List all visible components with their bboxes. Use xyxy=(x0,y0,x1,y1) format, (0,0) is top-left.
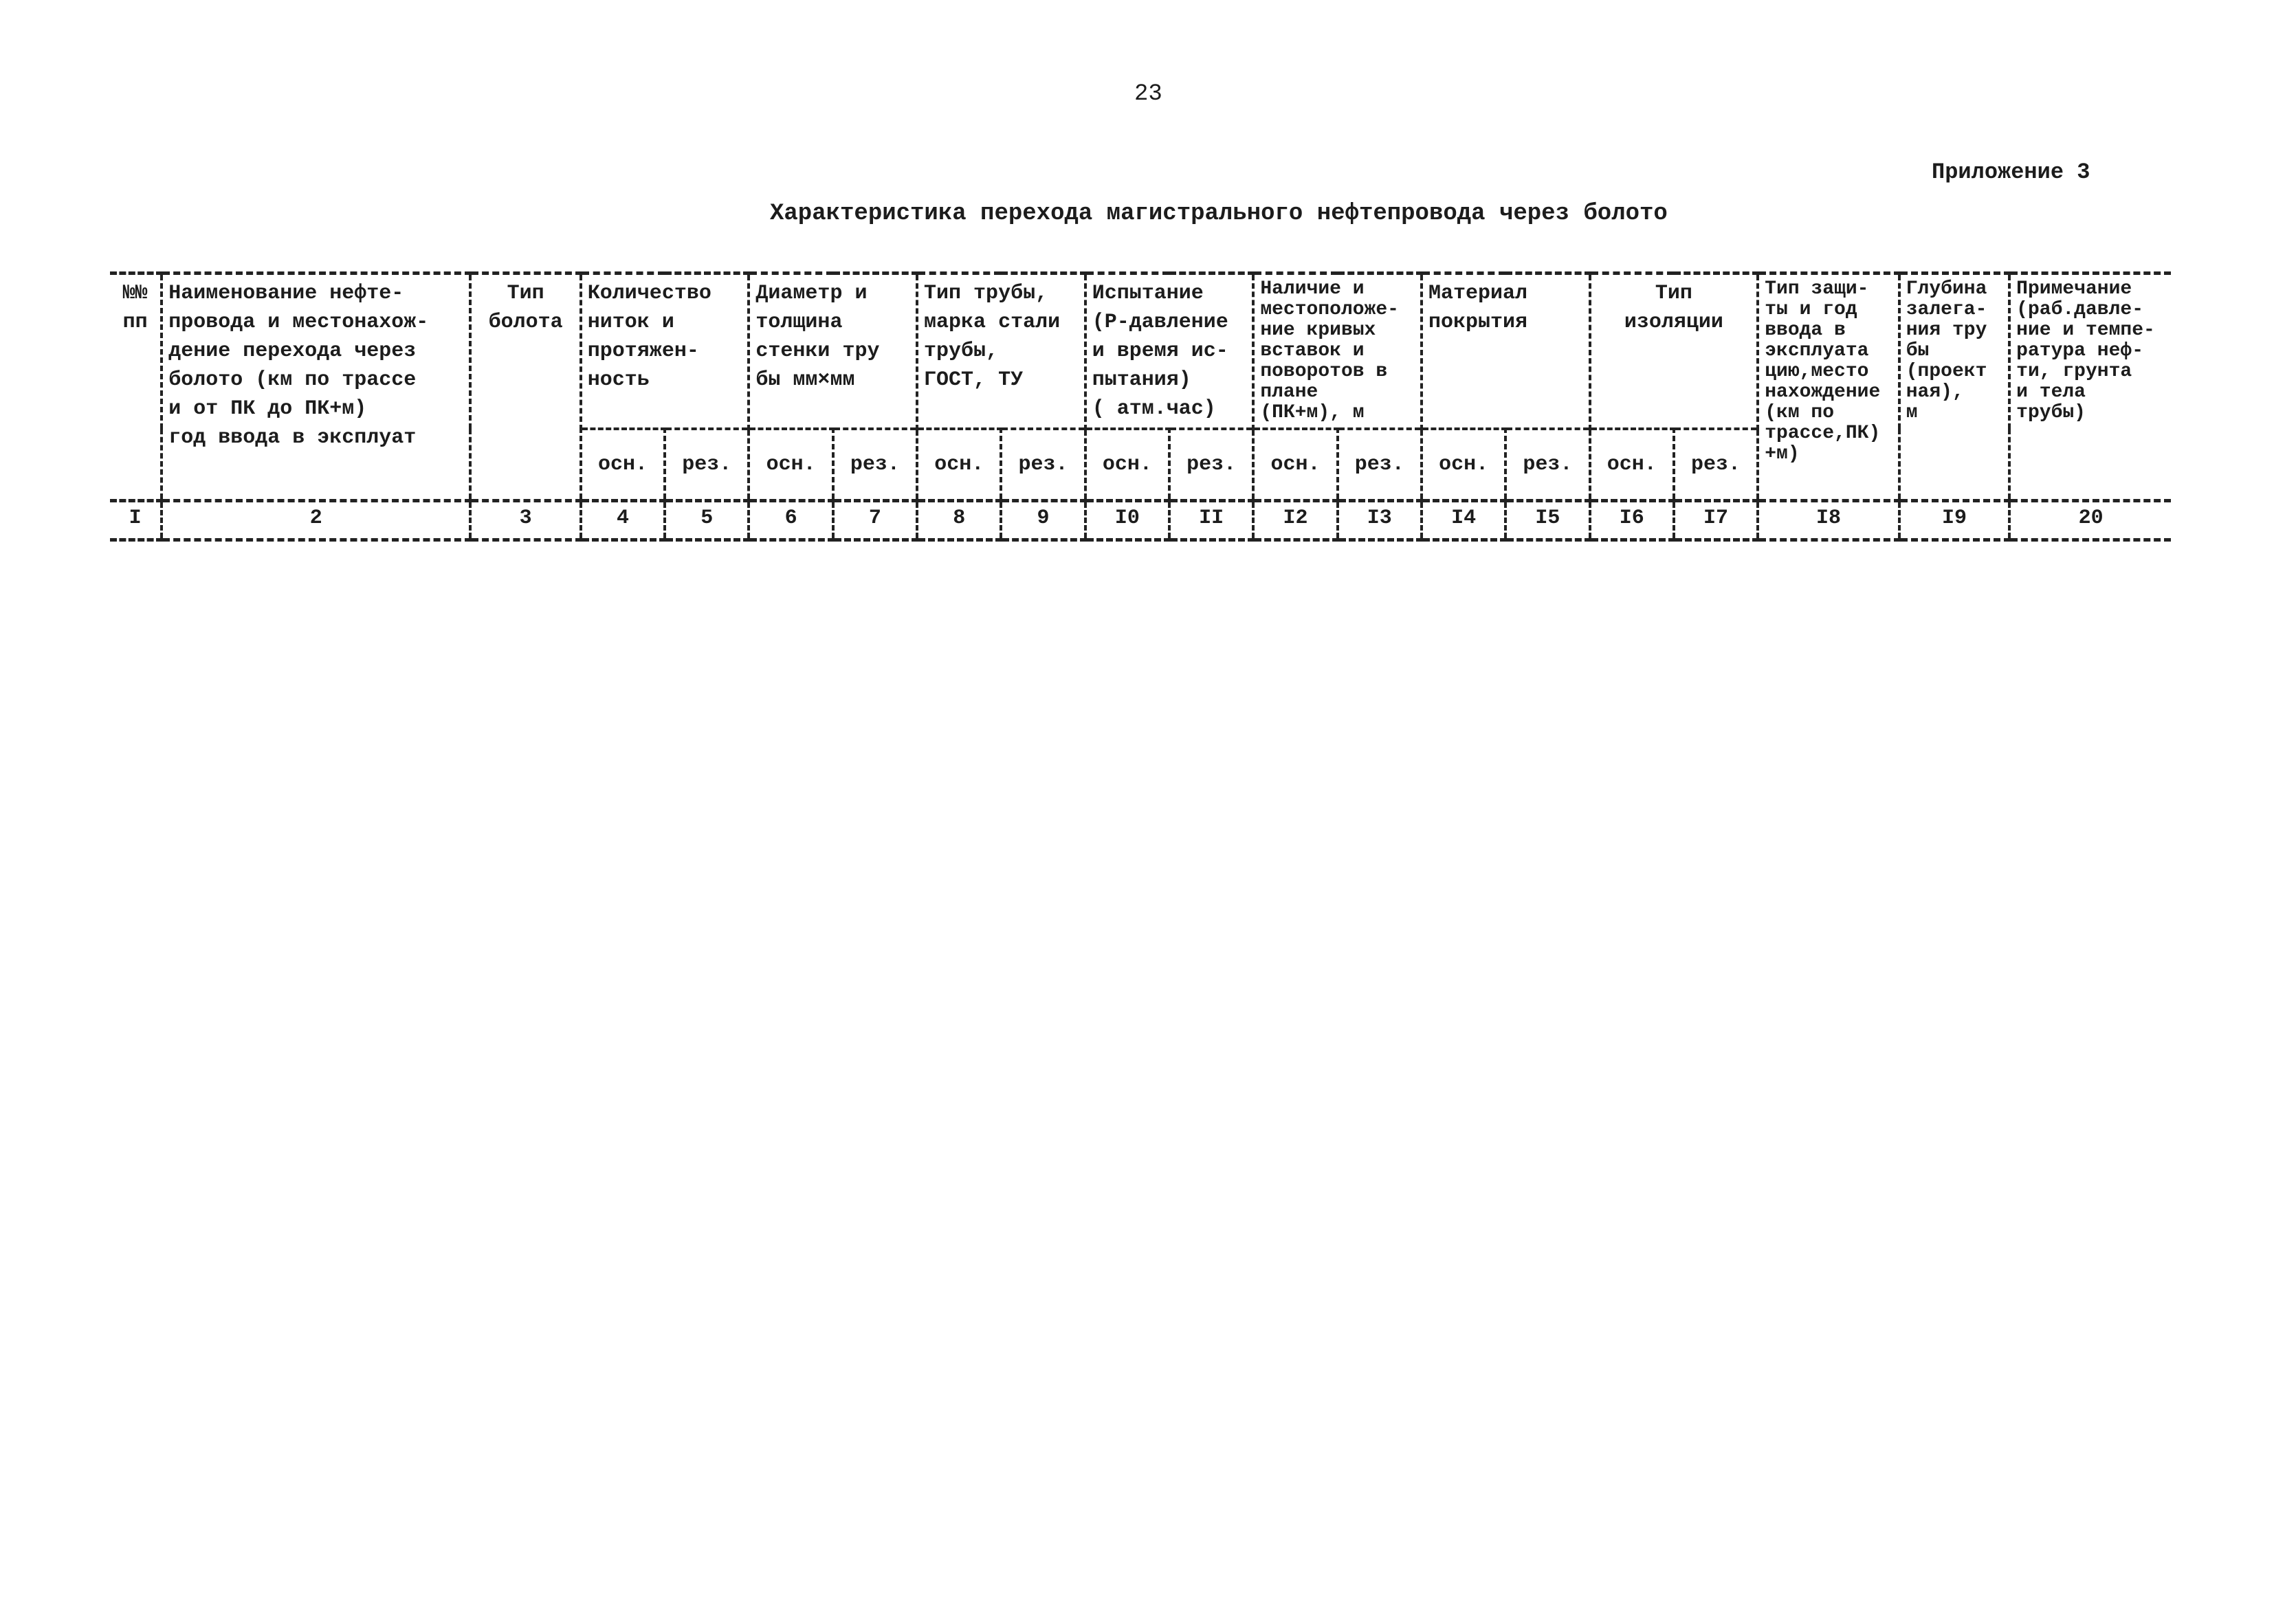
sub-reserve-11: рез. xyxy=(1169,429,1253,501)
header-note: Примечание (раб.давле- ние и темпе- ратура неф- ти, грунта и тела трубы) xyxy=(2009,274,2171,501)
column-number: 4 xyxy=(581,501,665,540)
header-count-length: Количество ниток и протяжен- ность xyxy=(581,274,749,430)
sub-reserve-7: рез. xyxy=(833,429,917,501)
sub-main-10: осн. xyxy=(1085,429,1169,501)
column-number: I6 xyxy=(1590,501,1674,540)
sub-main-16: осн. xyxy=(1590,429,1674,501)
column-number: 9 xyxy=(1001,501,1085,540)
sub-main-14: осн. xyxy=(1422,429,1505,501)
sub-reserve-17: рез. xyxy=(1674,429,1758,501)
column-number: I2 xyxy=(1253,501,1337,540)
document-title: Характеристика перехода магистрального нефтепровода через болото xyxy=(770,201,1668,227)
appendix-label: Приложение 3 xyxy=(1932,159,2090,185)
sub-main-6: осн. xyxy=(749,429,832,501)
sub-reserve-5: рез. xyxy=(665,429,749,501)
column-number: I9 xyxy=(1899,501,2009,540)
page-number: 23 xyxy=(1134,81,1162,107)
column-number: I xyxy=(110,501,162,540)
column-number: 3 xyxy=(470,501,580,540)
header-pipe-type: Тип трубы, марка стали трубы, ГОСТ, ТУ xyxy=(917,274,1085,430)
column-number: 20 xyxy=(2009,501,2171,540)
sub-reserve-13: рез. xyxy=(1338,429,1422,501)
sub-reserve-15: рез. xyxy=(1505,429,1589,501)
column-number: I3 xyxy=(1338,501,1422,540)
sub-reserve-9: рез. xyxy=(1001,429,1085,501)
sub-main-8: осн. xyxy=(917,429,1001,501)
column-number: I4 xyxy=(1422,501,1505,540)
column-number: 6 xyxy=(749,501,832,540)
column-number-row xyxy=(110,501,2171,540)
column-number: II xyxy=(1169,501,1253,540)
column-number: I0 xyxy=(1085,501,1169,540)
header-name: Наименование нефте- провода и местонахож- дение перехода через болото (км по трассе и от ПК до ПК+м) год ввода в эксплуат xyxy=(162,274,470,501)
column-number: 5 xyxy=(665,501,749,540)
header-protection: Тип защи- ты и год ввода в эксплуата цию,место нахождение (км по трассе,ПК) +м) xyxy=(1758,274,1899,501)
characteristics-table xyxy=(110,271,2171,542)
sub-main-12: осн. xyxy=(1253,429,1337,501)
header-depth: Глубина залега- ния тру бы (проект ная), м xyxy=(1899,274,2009,501)
sub-main-4: осн. xyxy=(581,429,665,501)
header-curves: Наличие и местоположе- ние кривых вставок и поворотов в плане (ПК+м), м xyxy=(1253,274,1422,430)
header-insulation: Тип изоляции xyxy=(1590,274,1758,430)
column-number: 7 xyxy=(833,501,917,540)
header-num: №№ пп xyxy=(110,274,162,501)
column-number: I7 xyxy=(1674,501,1758,540)
column-number: I8 xyxy=(1758,501,1899,540)
header-diameter: Диаметр и толщина стенки тру бы мм×мм xyxy=(749,274,917,430)
header-swamp-type: Тип болота xyxy=(470,274,580,501)
column-number: 2 xyxy=(162,501,470,540)
column-number: 8 xyxy=(917,501,1001,540)
column-number: I5 xyxy=(1505,501,1589,540)
header-test: Испытание (Р-давление и время ис- пытания) ( атм.час) xyxy=(1085,274,1254,430)
header-coating: Материал покрытия xyxy=(1422,274,1590,430)
